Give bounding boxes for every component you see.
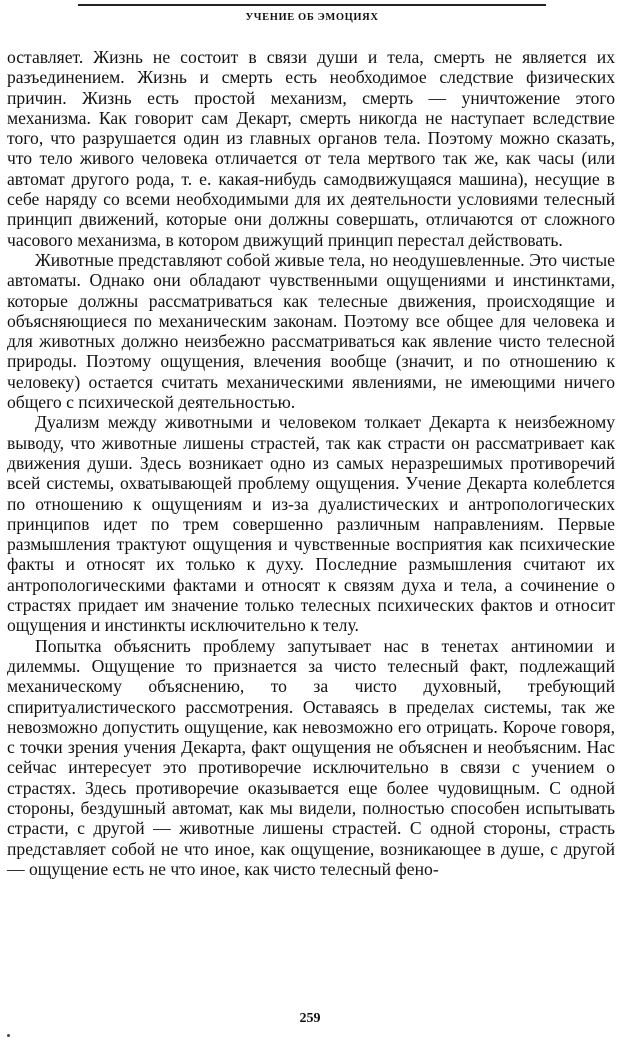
running-head: УЧЕНИЕ ОБ ЭМОЦИЯХ <box>245 12 379 23</box>
paragraph-3: Дуализм между животными и человеком толкает Декарта к неизбежному выводу, что животные лишены страстей, так как страсти он рассматривает как движения души. Здесь возникает одно из самых неразрешимых противоречий всей системы, охватывающей проблему ощущения. Учение Декарта колеблется по отношению к ощущениям и из-за дуалистических и антропологических принципов идет по трем совершенно различным направлениям. Первые размышления трактуют ощущения и чувственные восприятия как психические факты и относят их только к духу. Последние размышления считают их антропологическими фактами и относят к связям духа и тела, а сочинение о страстях придает им значение только телесных психических фактов и относит ощущения и инстинкты исключительно к телу. <box>7 412 615 636</box>
scan-speck <box>7 1034 10 1037</box>
paragraph-2: Животные представляют собой живые тела, но неодушевленные. Это чистые автоматы. Однако они обладают чувственными ощущениями и инстинктами, которые должны рассматриваться как телесные движения, происходящие и объясняющиеся по механическим законам. Поэтому все общее для человека и для животных должно неизбежно рассматриваться как явление чисто телесной природы. Поэтому ощущения, влечения вообще (значит, и по отношению к человеку) остается считать механическими явлениями, не имеющими ничего общего с психической деятельностью. <box>7 249 615 413</box>
body-text <box>7 47 615 879</box>
paragraph-4: Попытка объяснить проблему запутывает нас в тенетах антиномии и дилеммы. Ощущение то признается за чисто телесный факт, подлежащий механическому объяснению, то за чисто духовный, требующий спиритуалистического рассмотрения. Оставаясь в пределах системы, так же невозможно допустить ощущение, как невозможно его отрицать. Короче говоря, с точки зрения учения Декарта, факт ощущения не объяснен и необъясним. Нас сейчас интересует это противоречие исключительно в связи с учением о страстях. Здесь противоречие оказывается еще более чудовищным. С одной стороны, бездушный автомат, как мы видели, полностью способен испытывать страсти, с другой — животные лишены страстей. С одной стороны, страсть представляет собой не что иное, как ощущение, возникающее в душе, с другой — ощущение есть не что иное, как чисто телесный фено- <box>7 635 615 879</box>
header-rule <box>78 4 546 6</box>
page-number: 259 <box>299 1011 321 1026</box>
paragraph-1: оставляет. Жизнь не состоит в связи души и тела, смерть не является их разъединением. Жизнь и смерть есть необходимое следствие физических причин. Жизнь есть простой механизм, смерть — уничтожение этого механизма. Как говорит сам Декарт, смерть никогда не наступает вследствие того, что разрушается один из главных органов тела. Поэтому можно сказать, что тело живого человека отличается от тела мертвого так же, как часы (или автомат другого рода, т. е. какая-нибудь самодвижущаяся машина), несущие в себе наряду со всеми необходимыми для их деятельности условиями телесный принцип движений, которые они должны совершать, отличаются от сложного часового механизма, в котором движущий принцип перестал действовать. <box>7 47 615 250</box>
